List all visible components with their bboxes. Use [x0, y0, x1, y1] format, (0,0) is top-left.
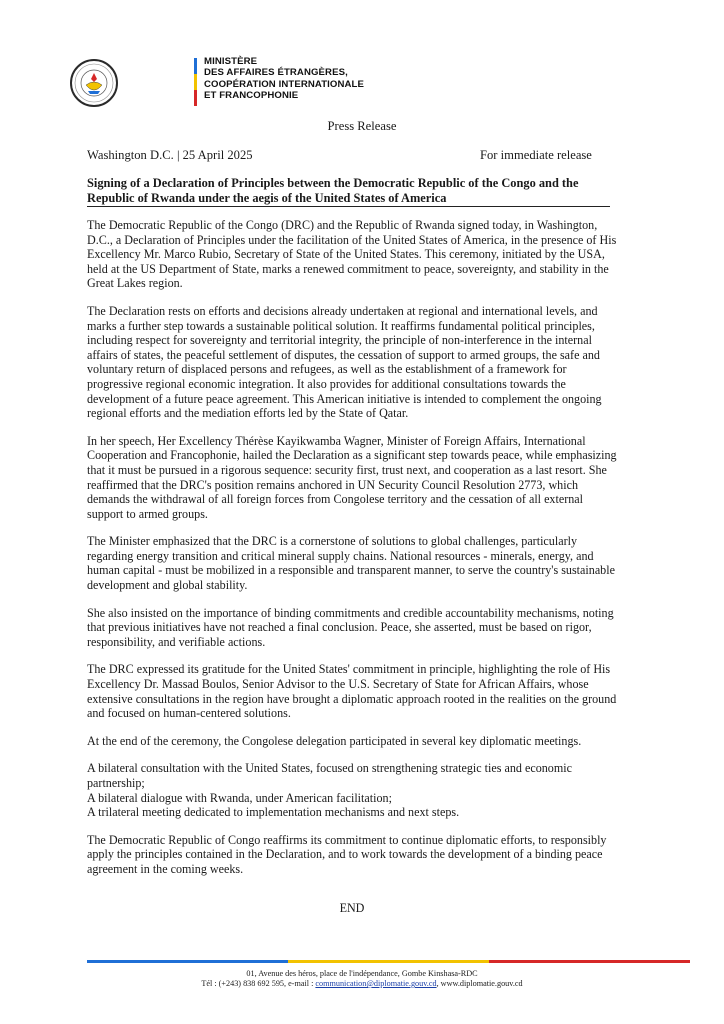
seal-ring-icon — [72, 61, 116, 105]
footer-contact — [0, 969, 724, 989]
footer-email-link[interactable]: communication@diplomatie.gouv.cd — [315, 979, 437, 988]
body-paragraph: The Minister emphasized that the DRC is a cornerstone of solutions to global challenges, particularly regarding energy transition and critical mineral supply chains. National resources - minerals, energy, and human capital - must be mobilized in a responsible and transparent manner, to serve the country's sustainable development and global stability. — [87, 534, 615, 593]
body-paragraph: In her speech, Her Excellency Thérèse Kayikwamba Wagner, Minister of Foreign Affairs, International Cooperation and Francophonie, hailed the Declaration as a significant step towards peace, while emphasizing that it must be pursued in a rigorous sequence: security first, trust next, and cooperation as a last resort. She reaffirmed that the DRC's position remains anchored in UN Security Council Resolution 2773, which demands the withdrawal of all foreign forces from Congolese territory and the cessation of all external support to armed groups. — [87, 433, 617, 521]
footer-phone: Tél : (+243) 838 692 595, e-mail : — [201, 979, 316, 988]
document-type: Press Release — [327, 119, 397, 133]
press-release-body — [87, 218, 617, 928]
body-paragraph: The Democratic Republic of the Congo (DRC) and the Republic of Rwanda signed today, in Washington, D.C., a Declaration of Principles under the facilitation of the United States of America, in the presence of His Excellency Mr. Marco Rubio, Secretary of State of the United States. This ceremony, initiated by the USA, held at the US Department of State, marks a renewed commitment to peace, sovereignty, and stability in the Great Lakes region. — [87, 218, 617, 291]
end-marker: END — [339, 900, 365, 915]
meeting-item: A trilateral meeting dedicated to implementation mechanisms and next steps. — [87, 805, 460, 820]
flag-color-bar — [194, 58, 197, 106]
flag-blue-stripe — [194, 58, 197, 74]
footer-address: 01, Avenue des héros, place de l'indépendance, Gombe Kinshasa-RDC — [246, 969, 478, 978]
meetings-list — [87, 761, 617, 819]
footer-blue-segment — [87, 960, 288, 963]
closing-paragraph: The Democratic Republic of Congo reaffirms its commitment to continue diplomatic efforts, to responsibly apply the principles contained in the Declaration, and to work towards the development of a binding peace agreement in the coming weeks. — [87, 832, 607, 876]
ministry-line: MINISTÈRE — [204, 56, 258, 67]
place-date: Washington D.C. | 25 April 2025 — [87, 148, 253, 162]
body-paragraph: The Declaration rests on efforts and decisions already undertaken at regional and international levels, and marks a further step towards a sustainable political solution. It reaffirms fundamental political principles, including respect for sovereignty and territorial integrity, the principle of non-interference in the internal affairs of states, the peaceful settlement of disputes, the cessation of support to armed groups, the safe and voluntary return of displaced persons and refugees, as well as the establishment of a framework for progressive regional economic integration. It also provides for additional consultations towards the development of a future peace agreement. This American initiative is intended to complement the ongoing regional efforts and the mediation efforts led by the State of Qatar. — [87, 303, 602, 421]
ministry-line: COOPÉRATION INTERNATIONALE — [204, 78, 365, 90]
body-paragraph: The DRC expressed its gratitude for the United States' commitment in principle, highlighting the role of His Excellency Dr. Massad Boulos, Senior Advisor to the U.S. Secretary of State for African Affairs, whose extensive consultations in the region have brought a diplomatic approach rooted in the realities on the ground and focused on human-centered solutions. — [87, 662, 617, 721]
footer-yellow-segment — [288, 960, 489, 963]
coat-of-arms-seal — [70, 59, 118, 107]
footer-website: , www.diplomatie.gouv.cd — [436, 979, 523, 988]
meeting-item: A bilateral dialogue with Rwanda, under American facilitation; — [87, 790, 392, 805]
footer-color-line — [87, 960, 690, 963]
flag-red-stripe — [194, 90, 197, 106]
ministry-line: ET FRANCOPHONIE — [204, 90, 299, 102]
ministry-line: DES AFFAIRES ÉTRANGÈRES, — [204, 67, 348, 79]
footer-contact-line — [0, 979, 724, 989]
body-paragraph: At the end of the ceremony, the Congolese delegation participated in several key diplomatic meetings. — [87, 733, 582, 748]
body-paragraph: She also insisted on the importance of binding commitments and credible accountability mechanisms, noting that previous initiatives have not reached a final conclusion. Peace, she asserted, must be based on rigor, responsibility, and verifiable actions. — [87, 605, 614, 649]
press-release-title: Signing of a Declaration of Principles between the Democratic Republic of the Congo and the Republic of Rwanda under the aegis of the United States of America — [87, 176, 579, 205]
ministry-name — [204, 56, 364, 102]
title-divider — [87, 206, 610, 207]
release-status: For immediate release — [480, 148, 592, 162]
footer-red-segment — [489, 960, 690, 963]
letterhead — [70, 56, 365, 110]
meeting-item: A bilateral consultation with the United States, focused on strengthening strategic ties and economic partnership; — [87, 761, 572, 790]
flag-yellow-stripe — [194, 74, 197, 90]
